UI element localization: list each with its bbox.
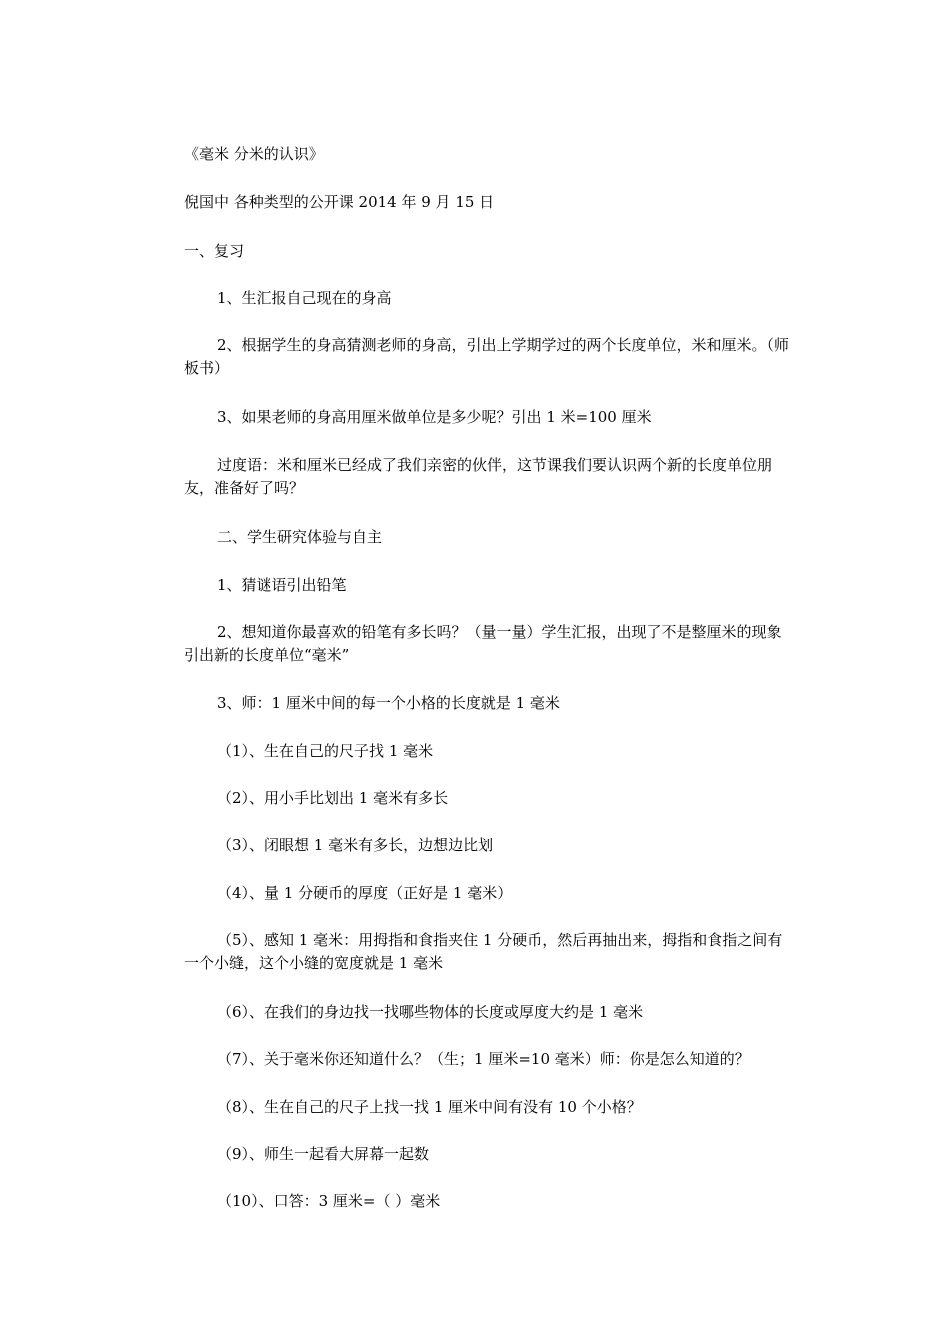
sub-item-8: （8）、生在自己的尺子上找一找 1 厘米中间有没有 10 个小格？ — [217, 1098, 642, 1116]
author-line: 倪国中 各种类型的公开课 2014 年 9 月 15 日 — [184, 193, 495, 211]
section-heading-study: 二、学生研究体验与自主 — [217, 528, 383, 546]
sub-item-6: （6）、在我们的身边找一找哪些物体的长度或厚度大约是 1 毫米 — [217, 1003, 644, 1021]
sub-item-1: （1）、生在自己的尺子找 1 毫米 — [217, 742, 434, 760]
sub-item-3: （3）、闭眼想 1 毫米有多长，边想边比划 — [217, 836, 494, 854]
study-item-3: 3、师：1 厘米中间的每一个小格的长度就是 1 毫米 — [217, 694, 560, 712]
sub-item-4: （4）、量 1 分硬币的厚度（正好是 1 毫米） — [217, 884, 513, 902]
study-item-1: 1、猜谜语引出铅笔 — [217, 576, 347, 594]
sub-item-2: （2）、用小手比划出 1 毫米有多长 — [217, 789, 449, 807]
review-item-3: 3、如果老师的身高用厘米做单位是多少呢？引出 1 米=100 厘米 — [217, 408, 652, 426]
section-heading-review: 一、复习 — [184, 242, 245, 260]
document-title: 《毫米 分米的认识》 — [184, 145, 324, 163]
sub-item-5: （5）、感知 1 毫米：用拇指和食指夹住 1 分硬币，然后再抽出来，拇指和食指之间有一个小缝，这个小缝的宽度就是 1 毫米 — [184, 931, 783, 972]
sub-item-7: （7）、关于毫米你还知道什么？（生；1 厘米=10 毫米）师：你是怎么知道的？ — [217, 1050, 750, 1068]
transition-paragraph: 过度语：米和厘米已经成了我们亲密的伙伴，这节课我们要认识两个新的长度单位朋友，准备好了吗？ — [184, 456, 773, 497]
review-item-1: 1、生汇报自己现在的身高 — [217, 289, 392, 307]
study-item-2: 2、想知道你最喜欢的铅笔有多长吗？（量一量）学生汇报，出现了不是整厘米的现象引出新的长度单位“毫米” — [184, 623, 782, 664]
sub-item-10: （10）、口答：3 厘米=（ ）毫米 — [217, 1192, 441, 1210]
sub-item-9: （9）、师生一起看大屏幕一起数 — [217, 1145, 430, 1163]
review-item-2: 2、根据学生的身高猜测老师的身高，引出上学期学过的两个长度单位，米和厘米。（师板书） — [184, 336, 790, 377]
